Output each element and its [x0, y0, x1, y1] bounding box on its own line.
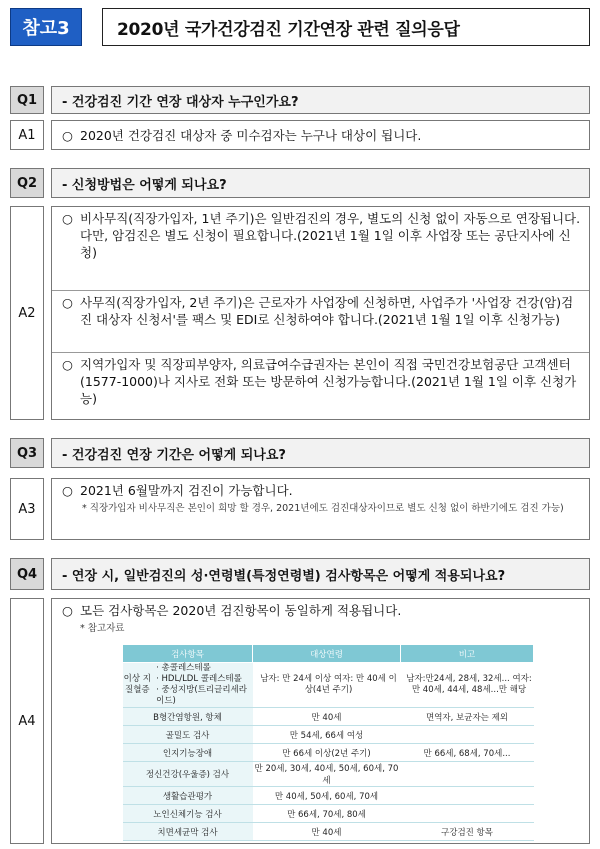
a2-item [52, 207, 589, 291]
q1-text: - 건강검진 기간 연장 대상자 누구인가요? [51, 86, 590, 114]
table-cell [401, 762, 534, 787]
table-header: 검사항목 [123, 645, 253, 663]
table-cell [401, 726, 534, 744]
bullet: ○ [62, 127, 73, 143]
reference-table [122, 644, 534, 841]
lipid-group: 이상 지질혈증 [123, 674, 151, 695]
page-title: 2020년 국가건강검진 기간연장 관련 질의응답 [102, 8, 590, 46]
table-cell: 구강검진 항목 [401, 823, 534, 841]
table-cell: 인지기능장애 [123, 744, 253, 762]
question-1 [10, 86, 590, 114]
table-row [123, 726, 534, 744]
table-header: 비고 [401, 645, 534, 663]
lipid-sub: · HDL/LDL 콜레스테롤 [156, 674, 242, 684]
table-cell: 만 40세 [253, 823, 401, 841]
table-cell: 만 40세, 50세, 60세, 70세 [253, 787, 401, 805]
table-header: 대상연령 [253, 645, 401, 663]
table-cell: 만 66세, 68세, 70세... [401, 744, 534, 762]
a2-item [52, 353, 589, 417]
table-cell [401, 805, 534, 823]
a1-body [51, 120, 590, 150]
bullet: ○ [62, 211, 73, 226]
table-cell [401, 787, 534, 805]
a3-label: A3 [10, 478, 44, 540]
a4-item [52, 599, 589, 622]
reference-badge: 참고3 [10, 8, 82, 46]
table-cell: 남자:만24세, 28세, 32세... 여자: 만 40세, 44세, 48세...만 해당 [401, 663, 534, 708]
table-row [123, 805, 534, 823]
q2-label: Q2 [10, 168, 44, 198]
q3-label: Q3 [10, 438, 44, 468]
a1-item [52, 121, 589, 149]
question-2 [10, 168, 590, 198]
table-cell [123, 663, 253, 708]
a2-body [51, 206, 590, 420]
table-cell: 만 54세, 66세 여성 [253, 726, 401, 744]
lipid-sub: · 총콜레스테롤 [156, 663, 211, 673]
table-cell: 노인신체기능 검사 [123, 805, 253, 823]
bullet: ○ [62, 295, 73, 310]
table-header-row [123, 645, 534, 663]
lipid-sub: · 중성지방(트리글리세라이드) [156, 685, 247, 706]
a2-item-text: 지역가입자 및 직장피부양자, 의료급여수급권자는 본인이 직접 국민건강보험공단 고객센터(1577-1000)나 지사로 전화 또는 방문하여 신청가능합니다.(2021년 1월 1일 이후 신청가능) [80, 357, 577, 406]
q4-label: Q4 [10, 558, 44, 590]
header [10, 8, 590, 48]
table-cell: 골밀도 검사 [123, 726, 253, 744]
table-row [123, 744, 534, 762]
a1-label: A1 [10, 120, 44, 150]
question-3 [10, 438, 590, 468]
a2-item-text: 사무직(직장가입자, 2년 주기)은 근로자가 사업장에 신청하면, 사업주가 '사업장 건강(암)검진 대상자 신청서'를 팩스 및 EDI로 신청하여야 합니다.(2021년 1월 1일 이후 신청가능) [80, 295, 574, 327]
table-cell: 만 66세, 70세, 80세 [253, 805, 401, 823]
bullet: ○ [62, 357, 73, 372]
a3-body [51, 478, 590, 540]
table-cell: 생활습관평가 [123, 787, 253, 805]
question-4 [10, 558, 590, 590]
a4-body [51, 598, 590, 844]
table-cell: 만 40세 [253, 708, 401, 726]
table-row [123, 708, 534, 726]
a2-item [52, 291, 589, 353]
bullet: ○ [62, 483, 73, 498]
table-cell: 만 66세 이상(2년 주기) [253, 744, 401, 762]
a4-note: * 참고자료 [80, 623, 125, 634]
a4-label: A4 [10, 598, 44, 844]
a2-item-text: 비사무직(직장가입자, 1년 주기)은 일반검진의 경우, 별도의 신청 없이 자동으로 연장됩니다. 다만, 암검진은 별도 신청이 필요합니다.(2021년 1월 1일 이후 사업장 또는 공단지사에 신청) [80, 211, 581, 260]
a3-item [52, 479, 589, 502]
answer-3 [10, 478, 590, 540]
a2-label: A2 [10, 206, 44, 420]
table-row [123, 762, 534, 787]
table-cell: 치면세균막 검사 [123, 823, 253, 841]
a3-note: * 직장가입자 비사무직은 본인이 희망 할 경우, 2021년에도 검진대상자이므로 별도 신청 없이 하반기에도 검진 가능) [82, 503, 564, 514]
table-cell: B형간염항원, 항체 [123, 708, 253, 726]
q3-text: - 건강검진 연장 기간은 어떻게 되나요? [51, 438, 590, 468]
bullet: ○ [62, 603, 73, 618]
a1-item-text: 2020년 건강검진 대상자 중 미수검자는 누구나 대상이 됩니다. [80, 127, 422, 143]
q4-text: - 연장 시, 일반검진의 성·연령별(특정연령별) 검사항목은 어떻게 적용되나요? [51, 558, 590, 590]
table-cell: 면역자, 보균자는 제외 [401, 708, 534, 726]
table-row [123, 823, 534, 841]
table-row [123, 663, 534, 708]
a4-item-text: 모든 검사항목은 2020년 검진항목이 동일하게 적용됩니다. [80, 603, 402, 618]
q2-text: - 신청방법은 어떻게 되나요? [51, 168, 590, 198]
table-cell: 정신건강(우울증) 검사 [123, 762, 253, 787]
a3-item-text: 2021년 6월말까지 검진이 가능합니다. [80, 483, 293, 498]
table-cell: 남자: 만 24세 이상 여자: 만 40세 이상(4년 주기) [253, 663, 401, 708]
table-row [123, 787, 534, 805]
answer-2 [10, 206, 590, 420]
q1-label: Q1 [10, 86, 44, 114]
table-cell: 만 20세, 30세, 40세, 50세, 60세, 70세 [253, 762, 401, 787]
answer-4 [10, 598, 590, 844]
answer-1 [10, 120, 590, 150]
